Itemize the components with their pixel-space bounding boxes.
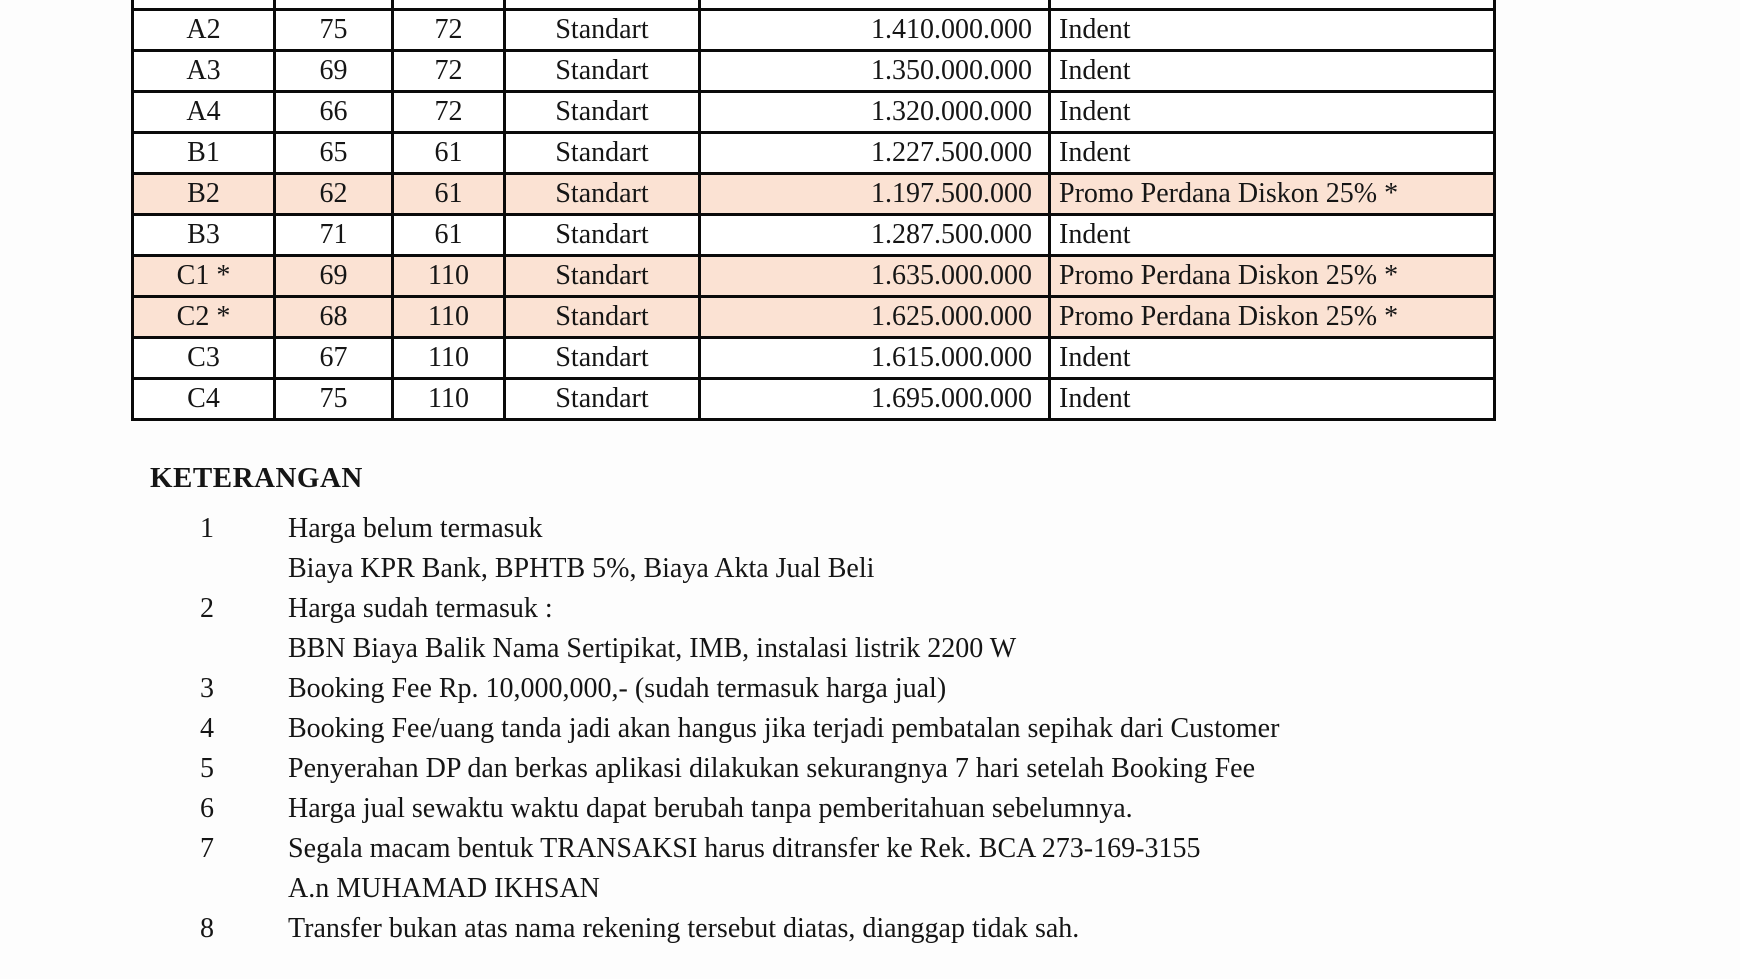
size-cell-2: 110 xyxy=(393,256,505,297)
size-cell-1: 75 xyxy=(275,10,393,51)
size-cell-1: 66 xyxy=(275,92,393,133)
note-text: Biaya KPR Bank, BPHTB 5%, Biaya Akta Jual Beli xyxy=(288,553,875,584)
unit-price-table xyxy=(131,0,1496,421)
size-cell-2 xyxy=(393,0,505,10)
table-row xyxy=(133,0,1495,10)
status-cell: Promo Perdana Diskon 25% * xyxy=(1050,297,1495,338)
size-cell-1: 71 xyxy=(275,215,393,256)
table-row xyxy=(133,379,1495,420)
note-number: 4 xyxy=(200,713,214,744)
note-text: Penyerahan DP dan berkas aplikasi dilakukan sekurangnya 7 hari setelah Booking Fee xyxy=(288,753,1256,784)
status-cell xyxy=(1050,0,1495,10)
price-cell: 1.625.000.000 xyxy=(700,297,1050,338)
status-cell: Indent xyxy=(1050,338,1495,379)
size-cell-2: 72 xyxy=(393,10,505,51)
price-cell: 1.320.000.000 xyxy=(700,92,1050,133)
note-number: 5 xyxy=(200,753,214,784)
unit-type-cell: Standart xyxy=(505,256,700,297)
unit-type-cell: Standart xyxy=(505,297,700,338)
size-cell-1: 67 xyxy=(275,338,393,379)
note-text: A.n MUHAMAD IKHSAN xyxy=(288,873,600,904)
size-cell-1: 62 xyxy=(275,174,393,215)
note-text: Segala macam bentuk TRANSAKSI harus ditransfer ke Rek. BCA 273-169-3155 xyxy=(288,833,1201,864)
size-cell-2: 61 xyxy=(393,133,505,174)
unit-type-cell: Standart xyxy=(505,133,700,174)
note-line xyxy=(150,629,1650,669)
status-cell: Indent xyxy=(1050,215,1495,256)
status-cell: Indent xyxy=(1050,10,1495,51)
size-cell-2: 61 xyxy=(393,215,505,256)
size-cell-2: 110 xyxy=(393,379,505,420)
note-number: 8 xyxy=(200,913,214,944)
unit-type-cell xyxy=(505,0,700,10)
status-cell: Promo Perdana Diskon 25% * xyxy=(1050,256,1495,297)
unit-type-cell: Standart xyxy=(505,10,700,51)
table-row xyxy=(133,10,1495,51)
note-text: BBN Biaya Balik Nama Sertipikat, IMB, instalasi listrik 2200 W xyxy=(288,633,1017,664)
unit-code-cell: C1 * xyxy=(133,256,275,297)
note-number: 6 xyxy=(200,793,214,824)
unit-price-table-body xyxy=(133,0,1495,420)
size-cell-1: 65 xyxy=(275,133,393,174)
size-cell-2: 72 xyxy=(393,51,505,92)
price-cell: 1.615.000.000 xyxy=(700,338,1050,379)
status-cell: Indent xyxy=(1050,133,1495,174)
note-number: 3 xyxy=(200,673,214,704)
table-row xyxy=(133,215,1495,256)
price-cell: 1.287.500.000 xyxy=(700,215,1050,256)
note-line xyxy=(150,869,1650,909)
unit-code-cell xyxy=(133,0,275,10)
status-cell: Promo Perdana Diskon 25% * xyxy=(1050,174,1495,215)
note-line xyxy=(150,669,1650,709)
table-row xyxy=(133,256,1495,297)
price-cell: 1.410.000.000 xyxy=(700,10,1050,51)
size-cell-1: 69 xyxy=(275,51,393,92)
table-row xyxy=(133,338,1495,379)
unit-type-cell: Standart xyxy=(505,215,700,256)
note-number xyxy=(150,869,288,909)
size-cell-2: 61 xyxy=(393,174,505,215)
unit-code-cell: C2 * xyxy=(133,297,275,338)
unit-code-cell: A2 xyxy=(133,10,275,51)
unit-code-cell: B2 xyxy=(133,174,275,215)
table-row xyxy=(133,174,1495,215)
note-line xyxy=(150,509,1650,549)
note-text: Booking Fee/uang tanda jadi akan hangus jika terjadi pembatalan sepihak dari Customer xyxy=(288,713,1280,744)
note-line xyxy=(150,589,1650,629)
price-cell: 1.695.000.000 xyxy=(700,379,1050,420)
note-number xyxy=(150,629,288,669)
notes-section xyxy=(150,462,1650,949)
price-cell: 1.197.500.000 xyxy=(700,174,1050,215)
unit-type-cell: Standart xyxy=(505,174,700,215)
unit-type-cell: Standart xyxy=(505,51,700,92)
price-cell: 1.350.000.000 xyxy=(700,51,1050,92)
size-cell-1: 75 xyxy=(275,379,393,420)
table-row xyxy=(133,92,1495,133)
note-number: 7 xyxy=(200,833,214,864)
note-line xyxy=(150,789,1650,829)
note-line xyxy=(150,549,1650,589)
note-text: Harga jual sewaktu waktu dapat berubah tanpa pemberitahuan sebelumnya. xyxy=(288,793,1133,824)
note-line xyxy=(150,909,1650,949)
price-cell: 1.635.000.000 xyxy=(700,256,1050,297)
unit-code-cell: A4 xyxy=(133,92,275,133)
note-line xyxy=(150,829,1650,869)
note-text: Harga belum termasuk xyxy=(288,513,543,544)
price-cell xyxy=(700,0,1050,10)
size-cell-2: 110 xyxy=(393,338,505,379)
size-cell-1 xyxy=(275,0,393,10)
note-line xyxy=(150,709,1650,749)
size-cell-2: 110 xyxy=(393,297,505,338)
notes-heading: KETERANGAN xyxy=(150,462,363,494)
status-cell: Indent xyxy=(1050,51,1495,92)
size-cell-2: 72 xyxy=(393,92,505,133)
note-text: Harga sudah termasuk : xyxy=(288,593,553,624)
note-number: 1 xyxy=(200,513,214,544)
note-number: 2 xyxy=(200,593,214,624)
unit-code-cell: C4 xyxy=(133,379,275,420)
size-cell-1: 69 xyxy=(275,256,393,297)
unit-code-cell: A3 xyxy=(133,51,275,92)
unit-code-cell: C3 xyxy=(133,338,275,379)
status-cell: Indent xyxy=(1050,92,1495,133)
note-text: Transfer bukan atas nama rekening tersebut diatas, dianggap tidak sah. xyxy=(288,913,1080,944)
note-line xyxy=(150,749,1650,789)
note-text: Booking Fee Rp. 10,000,000,- (sudah termasuk harga jual) xyxy=(288,673,947,704)
table-row xyxy=(133,133,1495,174)
price-cell: 1.227.500.000 xyxy=(700,133,1050,174)
unit-code-cell: B3 xyxy=(133,215,275,256)
unit-type-cell: Standart xyxy=(505,92,700,133)
table-row xyxy=(133,297,1495,338)
unit-type-cell: Standart xyxy=(505,379,700,420)
unit-code-cell: B1 xyxy=(133,133,275,174)
table-row xyxy=(133,51,1495,92)
status-cell: Indent xyxy=(1050,379,1495,420)
note-number xyxy=(150,549,288,589)
unit-type-cell: Standart xyxy=(505,338,700,379)
size-cell-1: 68 xyxy=(275,297,393,338)
